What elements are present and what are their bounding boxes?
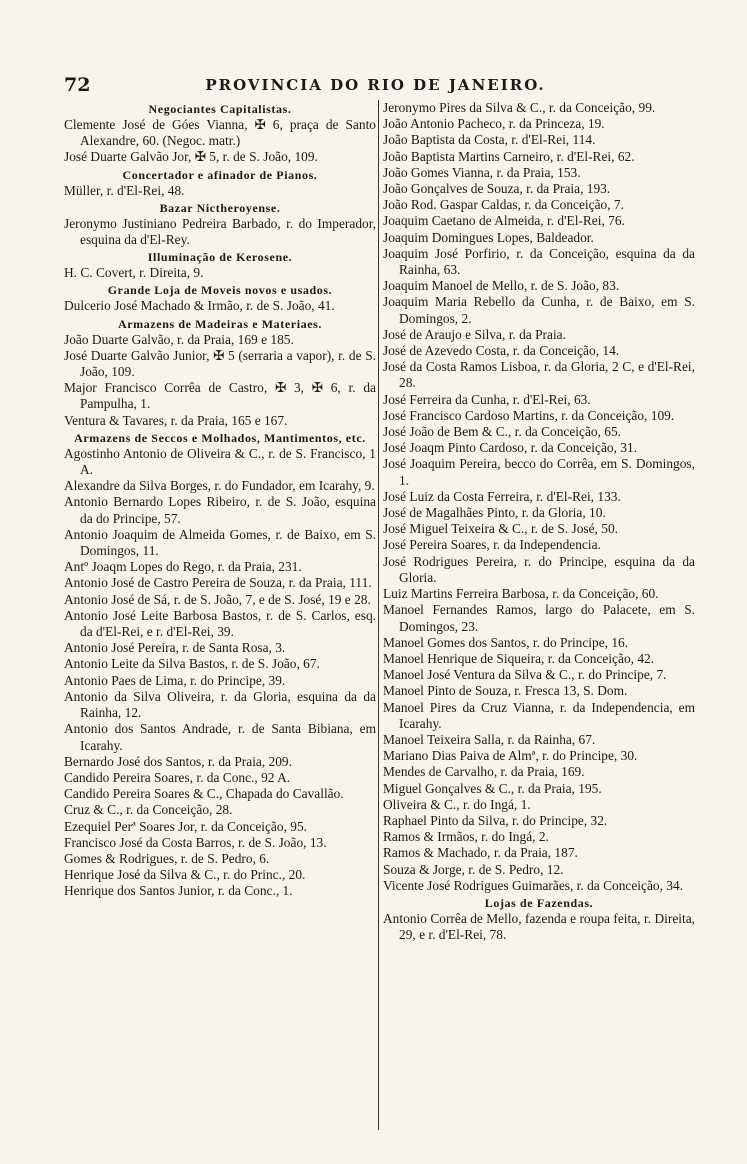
directory-entry: Henrique José da Silva & C., r. do Princ., 20. xyxy=(64,867,306,883)
section-heading: Concertador e afinador de Pianos. xyxy=(122,167,318,182)
directory-entry: José Miguel Teixeira & C., r. de S. José, 50. xyxy=(383,521,618,537)
directory-entry: Mendes de Carvalho, r. da Praia, 169. xyxy=(383,764,585,780)
directory-entry: José de Araujo e Silva, r. da Praia. xyxy=(383,326,566,342)
directory-entry: Antonio José Leite Barbosa Bastos, r. de S. Carlos, esq. da d'El-Rei, e r. d'El-Rei, 39. xyxy=(64,607,376,640)
section-heading: Lojas de Fazendas. xyxy=(484,895,594,910)
directory-entry: H. C. Covert, r. Direita, 9. xyxy=(64,265,204,281)
directory-entry: João Baptista Martins Carneiro, r. d'El-Rei, 62. xyxy=(383,148,635,164)
directory-entry: José Ferreira da Cunha, r. d'El-Rei, 63. xyxy=(383,391,591,407)
directory-entry: Raphael Pinto da Silva, r. do Principe, 32. xyxy=(383,812,608,828)
section-heading: Grande Loja de Moveis novos e usados. xyxy=(107,283,333,298)
directory-entry: Vicente José Rodrigues Guimarães, r. da Conceição, 34. xyxy=(383,877,684,893)
directory-entry: José Duarte Galvão Jor, ✠ 5, r. de S. João, 109. xyxy=(64,149,318,165)
directory-entry: Bernardo José dos Santos, r. da Praia, 209. xyxy=(64,753,292,769)
directory-entry: Ramos & Irmãos, r. do Ingá, 2. xyxy=(383,829,549,845)
directory-entry: Jeronymo Pires da Silva & C., r. da Conceição, 99. xyxy=(383,100,656,115)
directory-entry: Joaquim Caetano de Almeida, r. d'El-Rei, 76. xyxy=(383,213,625,229)
directory-entry: Antonio dos Santos Andrade, r. de Santa Bibiana, em Icarahy. xyxy=(64,721,376,753)
directory-entry: Ezequiel Perª Soares Jor, r. da Conceição, 95. xyxy=(64,818,307,834)
directory-entry: José da Costa Ramos Lisboa, r. da Gloria, 2 C, e d'El-Rei, 28. xyxy=(383,359,695,391)
section-heading: Armazens de Seccos e Molhados, Mantimentos, etc. xyxy=(74,430,366,445)
left-column xyxy=(64,100,376,900)
directory-entry: João Baptista da Costa, r. d'El-Rei, 114. xyxy=(383,132,596,148)
directory-entry: José Joaquim Pereira, becco do Corrêa, em S. Domingos, 1. xyxy=(383,456,695,488)
page-number: 72 xyxy=(64,74,91,96)
directory-entry: Joaquim José Porfirio, r. da Conceição, esquina da da Rainha, 63. xyxy=(383,245,695,278)
directory-entry: José João de Bem & C., r. da Conceição, 65. xyxy=(383,424,622,440)
directory-entry: Manoel Pires da Cruz Vianna, r. da Independencia, em Icarahy. xyxy=(383,699,695,731)
column-divider xyxy=(378,100,379,1130)
directory-entry: Müller, r. d'El-Rei, 48. xyxy=(64,182,185,198)
directory-entry: Oliveira & C., r. do Ingá, 1. xyxy=(383,796,531,812)
directory-entry: Joaquim Maria Rebello da Cunha, r. de Baixo, em S. Domingos, 2. xyxy=(383,294,695,326)
directory-entry: Antonio José de Sá, r. de S. João, 7, e de S. José, 19 e 28. xyxy=(64,591,371,607)
directory-entry: Manoel José Ventura da Silva & C., r. do Principe, 7. xyxy=(383,667,667,683)
directory-entry: Cruz & C., r. da Conceição, 28. xyxy=(64,802,233,818)
directory-entry: José Duarte Galvão Junior, ✠ 5 (serraria a vapor), r. de S. João, 109. xyxy=(64,347,376,380)
directory-entry: Candido Pereira Soares & C., Chapada do Cavallão. xyxy=(64,786,344,802)
directory-entry: Joaquim Manoel de Mello, r. de S. João, 83. xyxy=(383,278,620,294)
directory-entry: Manoel Henrique de Siqueira, r. da Conceição, 42. xyxy=(383,650,655,666)
directory-entry: João Antonio Pacheco, r. da Princeza, 19. xyxy=(383,116,605,132)
page-title: PROVINCIA DO RIO DE JANEIRO. xyxy=(205,76,546,94)
directory-entry: Antonio José Pereira, r. de Santa Rosa, 3. xyxy=(64,640,286,656)
directory-entry: José Rodrigues Pereira, r. do Principe, esquina da da Gloria. xyxy=(383,553,695,585)
page-header xyxy=(64,74,687,100)
directory-entry: Luiz Martins Ferreira Barbosa, r. da Conceição, 60. xyxy=(383,586,659,602)
directory-entry: Antonio Bernardo Lopes Ribeiro, r. de S. João, esquina da do Principe, 57. xyxy=(64,494,376,526)
right-column xyxy=(383,100,695,943)
directory-entry: Major Francisco Corrêa de Castro, ✠ 3, ✠ 6, r. da Pampulha, 1. xyxy=(64,380,376,412)
section-heading: Bazar Nictheroyense. xyxy=(159,200,281,215)
directory-entry: José Pereira Soares, r. da Independencia. xyxy=(383,537,601,553)
directory-entry: José de Azevedo Costa, r. da Conceição, 14. xyxy=(383,343,620,359)
directory-entry: Manoel Gomes dos Santos, r. do Principe, 16. xyxy=(383,634,629,650)
directory-entry: Manoel Fernandes Ramos, largo do Palacete, em S. Domingos, 23. xyxy=(383,602,695,634)
directory-entry: Manoel Teixeira Salla, r. da Rainha, 67. xyxy=(383,731,596,747)
directory-entry: Manoel Pinto de Souza, r. Fresca 13, S. Dom. xyxy=(383,683,628,699)
directory-entry: João Duarte Galvão, r. da Praia, 169 e 185. xyxy=(64,331,294,347)
directory-entry: Candido Pereira Soares, r. da Conc., 92 A. xyxy=(64,769,291,785)
directory-entry: José de Magalhães Pinto, r. da Gloria, 10. xyxy=(383,505,606,521)
section-heading: Negociantes Capitalistas. xyxy=(148,102,292,116)
directory-entry: Jeronymo Justiniano Pedreira Barbado, r. do Imperador, esquina da d'El-Rey. xyxy=(64,215,376,248)
directory-entry: Antonio Leite da Silva Bastos, r. de S. João, 67. xyxy=(64,656,320,672)
directory-entry: Alexandre da Silva Borges, r. do Fundador, em Icarahy, 9. xyxy=(64,478,375,494)
directory-entry: João Gomes Vianna, r. da Praia, 153. xyxy=(383,164,581,180)
directory-entry: Antonio da Silva Oliveira, r. da Gloria, esquina da da Rainha, 12. xyxy=(64,688,376,721)
section-heading: Illuminação de Kerosene. xyxy=(147,250,293,265)
directory-entry: Antº Joaqm Lopes do Rego, r. da Praia, 231. xyxy=(64,559,302,575)
directory-entry: José Joaqm Pinto Cardoso, r. da Conceição, 31. xyxy=(383,440,638,456)
directory-entry: José Luiz da Costa Ferreira, r. d'El-Rei, 133. xyxy=(383,488,621,504)
directory-entry: Ramos & Machado, r. da Praia, 187. xyxy=(383,845,578,861)
directory-entry: Antonio José de Castro Pereira de Souza, r. da Praia, 111. xyxy=(64,575,372,591)
directory-entry: Miguel Gonçalves & C., r. da Praia, 195. xyxy=(383,780,602,796)
section-heading: Armazens de Madeiras e Materiaes. xyxy=(117,316,323,331)
directory-entry: Antonio Joaquim de Almeida Gomes, r. de Baixo, em S. Domingos, 11. xyxy=(64,526,376,559)
directory-entry: Antonio Corrêa de Mello, fazenda e roupa feita, r. Direita, 29, e r. d'El-Rei, 78. xyxy=(383,910,695,943)
directory-entry: José Francisco Cardoso Martins, r. da Conceição, 109. xyxy=(383,407,675,423)
directory-entry: João Rod. Gaspar Caldas, r. da Conceição, 7. xyxy=(383,197,624,213)
directory-entry: Dulcerio José Machado & Irmão, r. de S. João, 41. xyxy=(64,298,335,314)
directory-entry: Clemente José de Góes Vianna, ✠ 6, praça de Santo Alexandre, 60. (Negoc. matr.) xyxy=(64,117,376,149)
directory-entry: Henrique dos Santos Junior, r. da Conc., 1. xyxy=(64,883,293,899)
directory-entry: Agostinho Antonio de Oliveira & C., r. de S. Francisco, 1 A. xyxy=(64,445,376,478)
directory-entry: João Gonçalves de Souza, r. da Praia, 193. xyxy=(383,181,611,197)
directory-entry: Mariano Dias Paiva de Almª, r. do Principe, 30. xyxy=(383,748,638,764)
directory-entry: Antonio Paes de Lima, r. do Principe, 39. xyxy=(64,672,286,688)
directory-entry: Francisco José da Costa Barros, r. de S. João, 13. xyxy=(64,834,327,850)
directory-entry: Ventura & Tavares, r. da Praia, 165 e 167. xyxy=(64,412,288,428)
directory-entry: Souza & Jorge, r. de S. Pedro, 12. xyxy=(383,861,564,877)
directory-entry: Joaquim Domingues Lopes, Baldeador. xyxy=(383,229,594,245)
directory-entry: Gomes & Rodrigues, r. de S. Pedro, 6. xyxy=(64,850,270,866)
